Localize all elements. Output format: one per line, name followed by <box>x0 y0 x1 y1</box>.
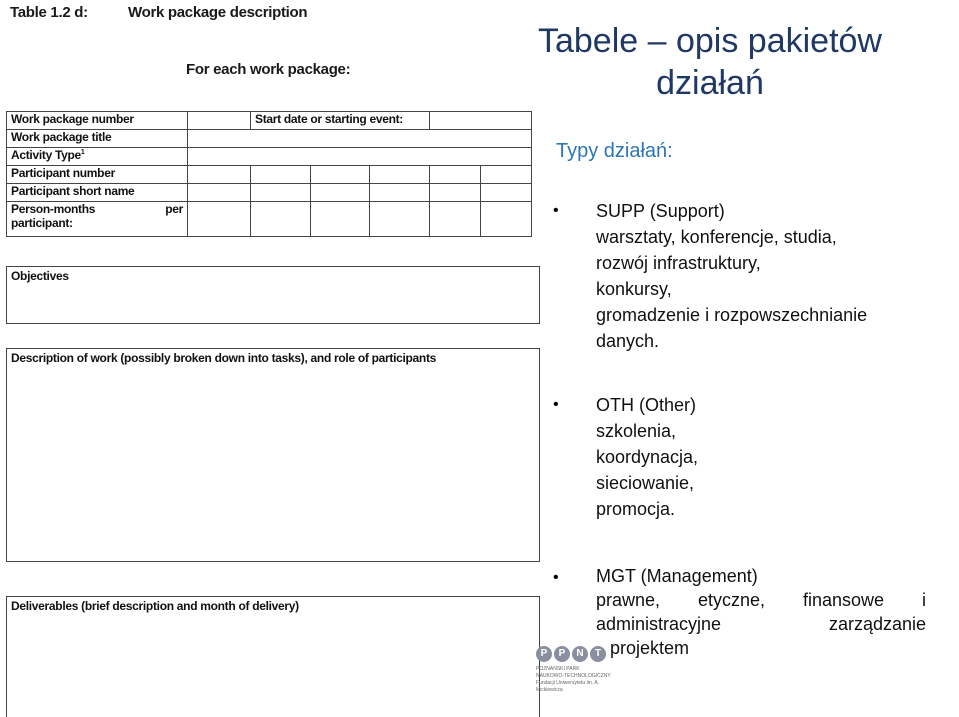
logo-letter: P <box>536 646 552 662</box>
ppnt-logo: P P N T POZNAŃSKI PARK NAUKOWO-TECHNOLOGICZNY Fundacji Uniwersytetu im. A. Mickiewicza <box>536 648 611 693</box>
start-date-label: Start date or starting event: <box>251 112 430 130</box>
bullet-icon: • <box>553 396 559 413</box>
list-item: danych. <box>596 331 660 351</box>
list-item: koordynacja, <box>596 447 699 467</box>
table-row <box>7 130 532 148</box>
bullet-supp <box>596 198 926 354</box>
list-item: warsztaty, konferencje, studia, <box>596 227 837 247</box>
description-label: Description of work (possibly broken down into tasks), and role of participants <box>11 351 437 365</box>
list-item: rozwój infrastruktury, <box>596 253 761 273</box>
list-item: szkolenia, <box>596 421 677 441</box>
table-row <box>7 166 532 184</box>
bullet-heading: SUPP (Support) <box>596 201 725 221</box>
bullet-heading: OTH (Other) <box>596 395 697 415</box>
objectives-box <box>6 266 540 324</box>
person-months-label: Person-months per participant: <box>7 202 188 237</box>
table-row <box>7 148 532 166</box>
list-item: gromadzenie i rozpowszechnianie <box>596 305 868 325</box>
bullet-icon: • <box>553 202 559 219</box>
logo-letter: T <box>590 646 606 662</box>
participant-short-name-label: Participant short name <box>7 184 188 202</box>
bullet-heading: MGT (Management) <box>596 566 758 586</box>
list-item: promocja. <box>596 499 676 519</box>
bullet-mgt <box>596 564 926 660</box>
list-item: administracyjne zarządzanie <box>596 614 926 634</box>
participant-number-label: Participant number <box>7 166 188 184</box>
table-row <box>7 112 532 130</box>
list-item: sieciowanie, <box>596 473 695 493</box>
activity-type-label: Activity Type$^1$ <box>7 148 188 166</box>
bullet-oth <box>596 392 926 522</box>
wp-number-label: Work package number <box>7 112 188 130</box>
table-caption-title: Work package description <box>128 4 308 21</box>
work-package-table <box>6 111 532 237</box>
wp-title-label: Work package title <box>7 130 188 148</box>
slide-title: Tabele – opis pakietów działań <box>537 22 882 102</box>
bullet-icon: • <box>553 569 559 586</box>
for-each-heading: For each work package: <box>186 61 351 78</box>
deliverables-box <box>6 596 540 717</box>
table-caption-label: Table 1.2 d: <box>10 4 88 21</box>
description-box <box>6 348 540 562</box>
list-item: projektem <box>610 638 690 658</box>
table-row <box>7 184 532 202</box>
list-item: konkursy, <box>596 279 672 299</box>
logo-letter: P <box>554 646 570 662</box>
objectives-label: Objectives <box>11 269 69 283</box>
table-row <box>7 202 532 237</box>
list-item: prawne, etyczne, finansowe i <box>596 590 926 610</box>
slide-subtitle: Typy działań: <box>556 140 673 162</box>
logo-letter: N <box>572 646 588 662</box>
deliverables-label: Deliverables (brief description and month of delivery) <box>11 599 299 613</box>
